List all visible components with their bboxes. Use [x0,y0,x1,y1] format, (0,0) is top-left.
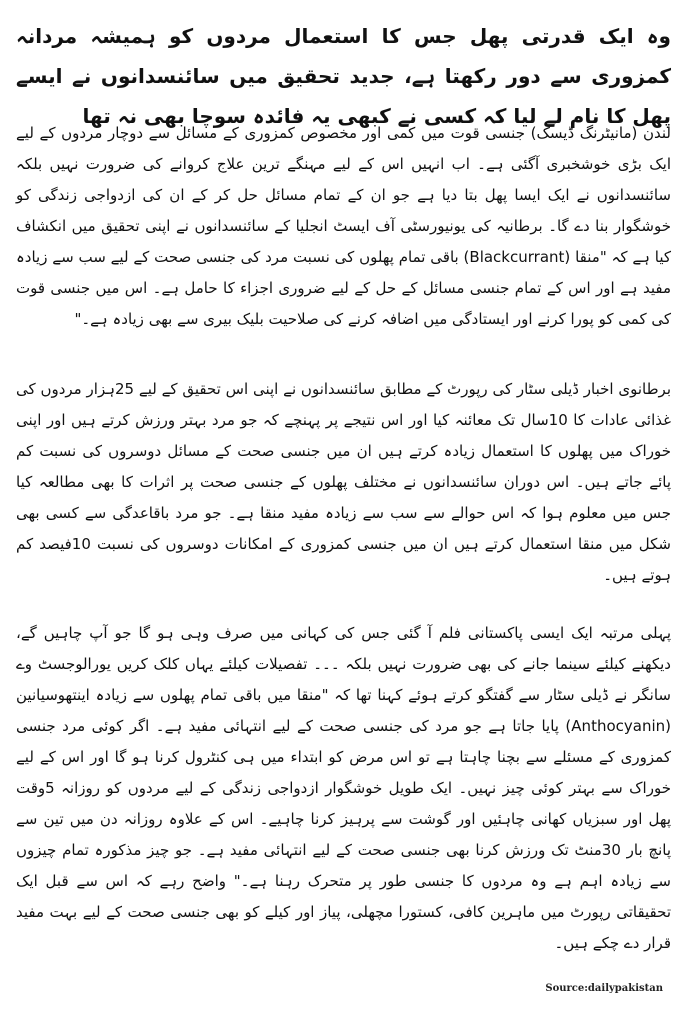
article-paragraph-3: پہلی مرتبہ ایک ایسی پاکستانی فلم آ گئی جس کی کہانی میں صرف وہی ہو گا جو آپ چاہیں گے، دیکھنے کیلئے سینما جانے کی بھی ضرورت نہیں بلکہ ۔۔۔ تفصیلات کیلئے یہاں کلک کریں یورالوجسٹ وے سانگر نے ڈیلی سٹار سے گفتگو کرتے ہوئے کہنا تھا کہ "منقا میں باقی تمام پھلوں سے زیادہ اینتھوسیانین (Anthocyanin) پایا جاتا ہے جو مرد کی جنسی صحت کے لیے انتہائی مفید ہے۔ اگر کوئی مرد جنسی کمزوری کے مسئلے سے بچنا چاہتا ہے تو اس مرض کو ابتداء میں ہی کنٹرول کرنا ہو گا اور اس کے لیے خوراک سے بہتر کوئی چیز نہیں۔ ایک طویل خوشگوار ازدواجی زندگی کے لیے مردوں کو روزانہ 5وقت پھل اور سبزیاں کھانی چاہئیں اور گوشت سے پرہیز کرنا چاہیے۔ اس کے علاوہ روزانہ دن میں تین سے پانچ بار 30منٹ تک ورزش کرنا بھی جنسی صحت کے لیے انتہائی مفید ہے۔ جو چیز مذکورہ تمام چیزوں سے زیادہ اہم ہے وہ مردوں کا جنسی طور پر متحرک رہنا ہے۔" واضح رہے کہ اس سے قبل ایک تحقیقاتی رپورٹ میں ماہرین کافی، کستورا مچھلی، پیاز اور کیلے کو بھی جنسی صحت کے لیے بہت مفید قرار دے چکے ہیں۔ [16,624,671,952]
source-credit: Source:dailypakistan [545,983,663,994]
article-paragraph-1: لندن (مانیٹرنگ ڈیسک) جنسی قوت میں کمی اور مخصوص کمزوری کے مسائل سے دوچار مردوں کے لیے ایک بڑی خوشخبری آگئی ہے۔ اب انہیں اس کے لیے مہنگے ترین علاج کروانے کی ضرورت نہیں بلکہ سائنسدانوں نے ایک ایسا پھل بتا دیا ہے جو ان کے تمام مسائل حل کر کے ان کی ازدواجی زندگی کو خوشگوار بنا دے گا۔ برطانیہ کی یونیورسٹی آف ایسٹ انجلیا کے سائنسدانوں نے اپنی تحقیق میں انکشاف کیا ہے کہ "منقا (Blackcurrant) باقی تمام پھلوں کی نسبت مرد کی جنسی صحت کے لیے سب سے زیادہ مفید ہے اور اس کے تمام جنسی مسائل کے حل کے لیے ضروری اجزاء کا حامل ہے۔ اس میں جنسی قوت کی کمی کو پورا کرنے اور ایستادگی میں اضافہ کرنے کی صلاحیت بلیک بیری سے بھی زیادہ ہے۔" [16,124,671,328]
article-paragraph-2: برطانوی اخبار ڈیلی سٹار کی رپورٹ کے مطابق سائنسدانوں نے اپنی اس تحقیق کے لیے 25ہزار مردوں کی غذائی عادات کا 10سال تک معائنہ کیا اور اس نتیجے پر پہنچے کہ جو مرد بہتر ورزش کرتے ہیں اور اپنی خوراک میں پھلوں کا استعمال زیادہ کرتے ہیں ان میں جنسی صحت کے مسائل دوسروں کی نسبت کم پائے جاتے ہیں۔ اس دوران سائنسدانوں نے مختلف پھلوں کے جنسی صحت پر اثرات کا بھی مطالعہ کیا جس میں معلوم ہوا کہ اس حوالے سے سب سے زیادہ مفید منقا ہے۔ جو مرد باقاعدگی سے کسی بھی شکل میں منقا استعمال کرتے ہیں ان میں جنسی کمزوری کے امکانات دوسروں کی نسبت 10فیصد کم ہوتے ہیں۔ [16,380,672,584]
article-headline: وہ ایک قدرتی پھل جس کا استعمال مردوں کو ہمیشہ مردانہ کمزوری سے دور رکھتا ہے، جدید تحقیق میں سائنسدانوں نے ایسے پھل کا نام لے لیا کہ کسی نے کبھی یہ فائدہ سوچا بھی نہ تھا [16,24,671,128]
